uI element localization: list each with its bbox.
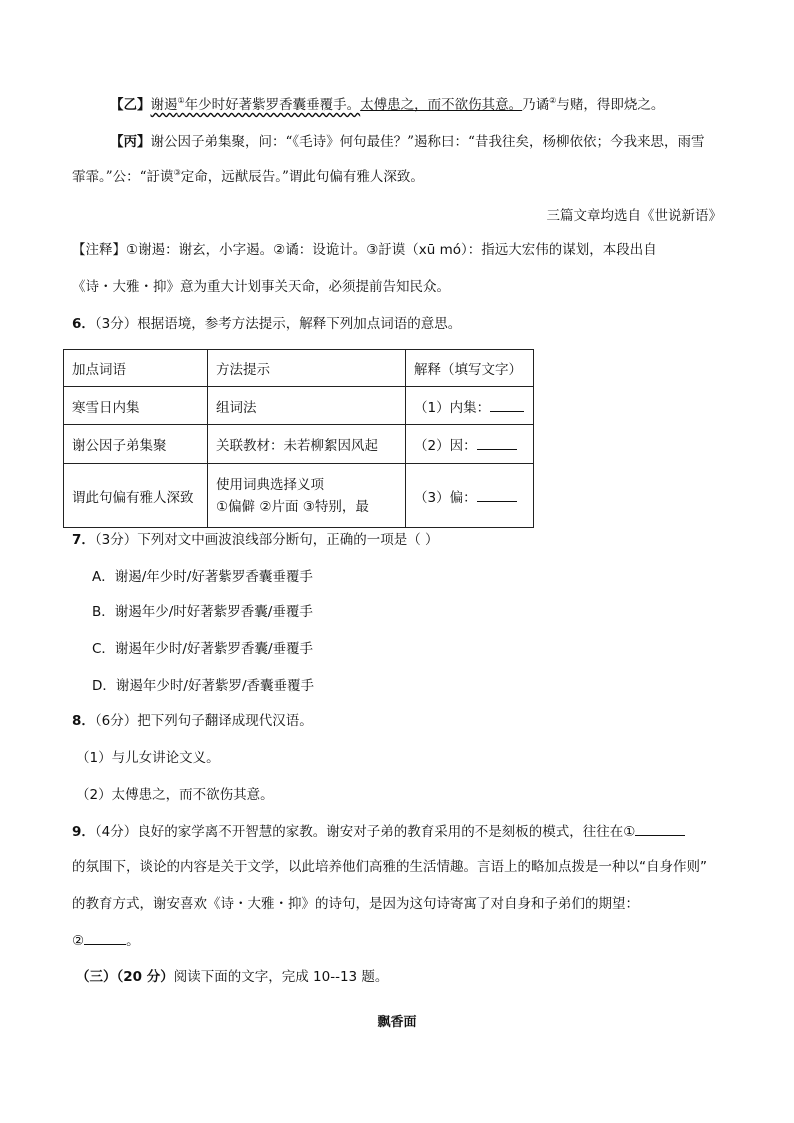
table-cell-word: 谓此句偏有雅人深致 <box>64 464 208 528</box>
fill-blank-1[interactable] <box>635 821 685 836</box>
underlined-sentence: 太傅患之，而不欲伤其意。 <box>360 97 523 113</box>
passage-text: 霏霏。”公：“訏谟 <box>72 169 174 185</box>
table-cell-answer <box>406 387 534 425</box>
table-row <box>64 387 534 425</box>
passage-bing-cont <box>72 167 722 187</box>
question-number: 6． <box>72 316 95 332</box>
question-text: 根据语境，参考方法提示，解释下列加点词语的意思。 <box>137 316 462 332</box>
table-cell-method <box>208 464 406 528</box>
table-cell-answer <box>406 464 534 528</box>
article-title: 飘香面 <box>377 1015 417 1030</box>
option-c[interactable]: C．谢遏年少时/好著紫罗香囊/垂覆手 <box>92 641 314 657</box>
question-score: （4分） <box>94 824 138 840</box>
option-b[interactable]: B．谢遏年少/时好著紫罗香囊/垂覆手 <box>92 604 313 620</box>
passage-text: 年少时好著紫罗香囊垂覆手。 <box>184 97 361 113</box>
question-number: 9． <box>72 824 95 840</box>
passage-text: 与赌，得即烧之。 <box>556 97 665 113</box>
question-9-line-4 <box>72 930 722 951</box>
question-text: 下列对文中画波浪线部分断句，正确的一项是（ ） <box>137 532 439 548</box>
section-label: （三）（20 分） <box>76 969 174 985</box>
punctuation: 。 <box>126 933 140 949</box>
question-7 <box>72 530 722 550</box>
answer-blank[interactable] <box>490 397 524 412</box>
table-row <box>64 425 534 464</box>
table-cell-answer <box>406 425 534 464</box>
section-3-heading <box>76 967 722 987</box>
question-8 <box>72 711 722 731</box>
question-score: （3分） <box>94 532 138 548</box>
question-number: 7． <box>72 532 95 548</box>
answer-label: （2）因： <box>414 438 477 454</box>
question-9-line-3: 的教育方式，谢安喜欢《诗・大雅・抑》的诗句，是因为这句诗寄寓了对自身和子弟们的期望： <box>72 896 639 912</box>
blank-marker: ② <box>72 933 85 949</box>
passage-bing <box>110 132 722 152</box>
passage-yi <box>110 95 722 115</box>
table-cell-word: 寒雪日内集 <box>64 387 208 425</box>
annotation-line-1: 【注释】①谢遏：谢玄，小字遏。②谲：设诡计。③訏谟（xū mó）：指远大宏伟的谋划，本段出自 <box>72 242 657 258</box>
passage-tag: 【丙】 <box>110 134 151 150</box>
option-a[interactable]: A．谢遏/年少时/好著紫罗香囊垂覆手 <box>92 569 313 585</box>
passage-text: 定命，远猷辰告。”谓此句偏有雅人深致。 <box>180 169 424 185</box>
footnote-marker: ② <box>549 96 557 105</box>
table-cell-word: 谢公因子弟集聚 <box>64 425 208 464</box>
translation-item-2: （2）太傅患之，而不欲伤其意。 <box>76 787 274 803</box>
passage-tag: 【乙】 <box>110 97 151 113</box>
annotation-line-2: 《诗・大雅・抑》意为重大计划事关天命，必须提前告知民众。 <box>72 279 450 295</box>
table-cell-method: 关联教材：未若柳絮因风起 <box>208 425 406 464</box>
section-instruction: 阅读下面的文字，完成 10--13 题。 <box>173 969 389 985</box>
source-note: 三篇文章均选自《世说新语》 <box>546 208 722 224</box>
word-explanation-table <box>63 349 534 528</box>
answer-blank[interactable] <box>477 487 517 502</box>
question-text: 把下列句子翻译成现代汉语。 <box>137 713 313 729</box>
passage-text: 谢遏 <box>150 97 178 113</box>
answer-label: （1）内集： <box>414 399 491 416</box>
answer-label: （3）偏： <box>414 489 477 506</box>
fill-blank-2[interactable] <box>84 930 126 945</box>
method-line: 使用词典选择义项 <box>216 476 324 493</box>
passage-text: 谢公因子弟集聚，问：“《毛诗》何句最佳？”遏称曰：“昔我往矣，杨柳依依；今我来思，雨雪 <box>150 134 705 150</box>
table-header: 加点词语 <box>64 350 208 387</box>
table-row <box>64 464 534 528</box>
wavy-underlined-text <box>151 97 361 113</box>
table-header: 解释（填写文字） <box>406 350 534 387</box>
table-header: 方法提示 <box>208 350 406 387</box>
method-options: ①偏僻 ②片面 ③特别，最 <box>216 498 369 515</box>
footnote-marker: ③ <box>173 168 181 177</box>
question-score: （6分） <box>94 713 138 729</box>
table-cell-method: 组词法 <box>208 387 406 425</box>
question-6 <box>72 314 722 334</box>
question-score: （3分） <box>94 316 138 332</box>
answer-blank[interactable] <box>477 435 517 450</box>
passage-text: 乃谲 <box>522 97 550 113</box>
option-d[interactable]: D．谢遏年少时/好著紫罗/香囊垂覆手 <box>92 678 314 694</box>
question-9 <box>72 821 722 842</box>
question-number: 8． <box>72 713 95 729</box>
translation-item-1: （1）与儿女讲论文义。 <box>76 750 220 766</box>
footnote-marker: ① <box>177 96 185 105</box>
question-text: 良好的家学离不开智慧的家教。谢安对子弟的教育采用的不是刻板的模式，往往在① <box>137 824 636 840</box>
table-header-row <box>64 350 534 387</box>
question-9-line-2: 的氛围下，谈论的内容是关于文学，以此培养他们高雅的生活情趣。言语上的略加点拨是一种以“自身作则” <box>72 859 707 875</box>
